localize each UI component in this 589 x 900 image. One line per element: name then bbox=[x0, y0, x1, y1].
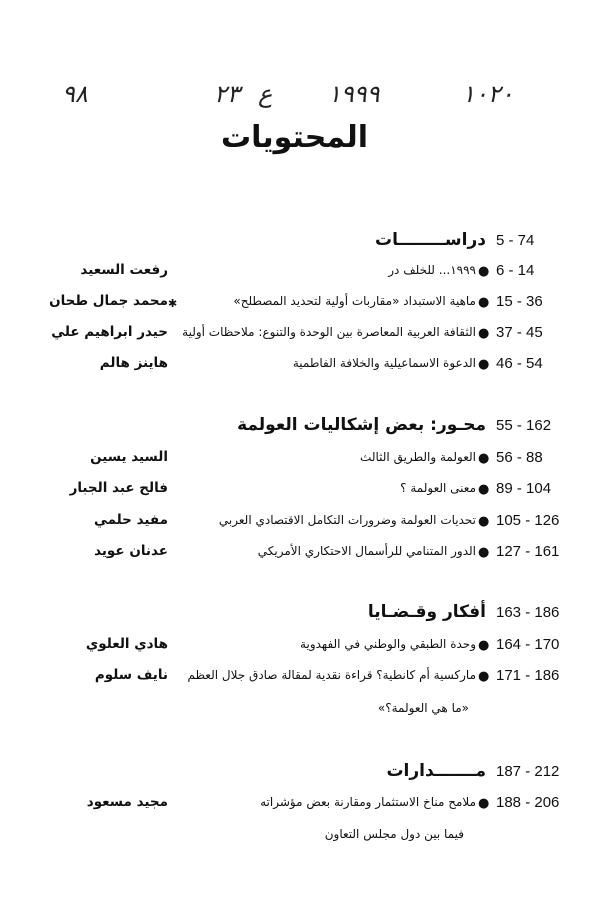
entry-title: الثقافة العربية المعاصرة بين الوحدة والتنوع: ملاحظات أولية bbox=[182, 325, 476, 339]
entry-page-range: 127 - 161 bbox=[496, 543, 560, 560]
bullet-icon: ● bbox=[478, 482, 490, 497]
entry-author: حيدر ابراهيم علي bbox=[51, 324, 168, 340]
section-title: مـــــــدارات bbox=[386, 761, 486, 781]
bullet-icon: ● bbox=[478, 326, 490, 341]
toc-entry bbox=[0, 293, 589, 317]
entry-page-range: 164 - 170 bbox=[496, 636, 560, 653]
entry-title: معنى العولمة ؟ bbox=[400, 481, 476, 495]
section-title: دراســــــــات bbox=[374, 230, 486, 250]
entry-subtitle-text: فيما بين دول مجلس التعاون bbox=[324, 827, 464, 841]
page-title: المحتويات bbox=[220, 120, 368, 155]
entry-author: عدنان عويد bbox=[94, 543, 168, 559]
entry-author: نايف سلوم bbox=[94, 667, 168, 683]
handwritten-ref-1: ۱۰۲۰ bbox=[462, 80, 514, 108]
entry-title: ماهية الاستبداد «مقاربات أولية لتحديد المصطلح» bbox=[233, 294, 476, 308]
entry-page-range: 46 - 54 bbox=[496, 355, 543, 372]
entry-page-range: 188 - 206 bbox=[496, 794, 560, 811]
section-page-range: 5 - 74 bbox=[496, 232, 535, 249]
section-heading bbox=[0, 763, 589, 787]
entry-page-range: 37 - 45 bbox=[496, 324, 543, 341]
entry-page-range: 6 - 14 bbox=[496, 262, 535, 279]
entry-page-range: 89 - 104 bbox=[496, 480, 552, 497]
toc-entry bbox=[0, 636, 589, 660]
entry-title: الدعوة الاسماعيلية والخلافة الفاطمية bbox=[292, 356, 476, 370]
toc-entry bbox=[0, 480, 589, 504]
toc-entry bbox=[0, 449, 589, 473]
entry-page-range: 15 - 36 bbox=[496, 293, 543, 310]
bullet-icon: ● bbox=[478, 357, 490, 372]
bullet-icon: ● bbox=[478, 669, 490, 684]
toc-entry bbox=[0, 543, 589, 567]
entry-author: محمد جمال طحان bbox=[49, 293, 168, 309]
toc-entry bbox=[0, 667, 589, 691]
handwritten-ref-4: ۲۳ bbox=[214, 80, 240, 108]
toc-entry bbox=[0, 324, 589, 348]
entry-page-range: 56 - 88 bbox=[496, 449, 543, 466]
section-page-range: 187 - 212 bbox=[496, 763, 560, 780]
section-heading bbox=[0, 232, 589, 256]
entry-subtitle bbox=[0, 700, 589, 724]
bullet-icon: ● bbox=[478, 514, 490, 529]
entry-author: السيد يسين bbox=[90, 449, 168, 465]
entry-author: هاينز هالم bbox=[99, 355, 168, 371]
section-title: أفكار وقـضـايا bbox=[367, 602, 486, 622]
section-page-range: 163 - 186 bbox=[496, 604, 560, 621]
toc-entry bbox=[0, 794, 589, 818]
entry-page-range: 105 - 126 bbox=[496, 512, 560, 529]
entry-subtitle bbox=[0, 826, 589, 850]
entry-page-range: 171 - 186 bbox=[496, 667, 560, 684]
handwritten-ref-2: ۱۹۹۹ bbox=[328, 80, 380, 108]
asterisk-icon: ✱ bbox=[168, 297, 178, 310]
entry-title: ١٩٩٩... للخلف در bbox=[388, 263, 476, 277]
bullet-icon: ● bbox=[478, 638, 490, 653]
entry-author: فالح عبد الجبار bbox=[69, 480, 168, 496]
bullet-icon: ● bbox=[478, 451, 490, 466]
entry-title: العولمة والطريق الثالث bbox=[360, 450, 476, 464]
entry-author: هادي العلوي bbox=[85, 636, 168, 652]
section-heading bbox=[0, 417, 589, 441]
toc-entry bbox=[0, 262, 589, 286]
entry-author: رفعت السعيد bbox=[80, 262, 168, 278]
bullet-icon: ● bbox=[478, 264, 490, 279]
bullet-icon: ● bbox=[478, 295, 490, 310]
bullet-icon: ● bbox=[478, 545, 490, 560]
bullet-icon: ● bbox=[478, 796, 490, 811]
entry-title: الدور المتنامي للرأسمال الاحتكاري الأمريكي bbox=[257, 544, 476, 558]
section-heading bbox=[0, 604, 589, 628]
section-title: محـور: بعض إشكاليات العولمة bbox=[237, 415, 486, 435]
handwritten-ref-3: ع bbox=[258, 80, 273, 108]
handwritten-ref-5: ۹۸ bbox=[62, 80, 88, 108]
entry-title: تحديات العولمة وضرورات التكامل الاقتصادي العربي bbox=[218, 513, 476, 527]
toc-entry bbox=[0, 512, 589, 536]
entry-subtitle-text: «ما هي العولمة؟» bbox=[377, 701, 469, 715]
entry-author: مفيد حلمي bbox=[93, 512, 168, 528]
entry-title: ماركسية أم كانطية؟ قراءة نقدية لمقالة صادق جلال العظم bbox=[187, 668, 476, 682]
entry-author: مجيد مسعود bbox=[86, 794, 168, 810]
entry-title: ملامح مناخ الاستثمار ومقارنة بعض مؤشراته bbox=[260, 795, 476, 809]
entry-title: وحدة الطبقي والوطني في الفهدوية bbox=[300, 637, 476, 651]
toc-entry bbox=[0, 355, 589, 379]
section-page-range: 55 - 162 bbox=[496, 417, 552, 434]
